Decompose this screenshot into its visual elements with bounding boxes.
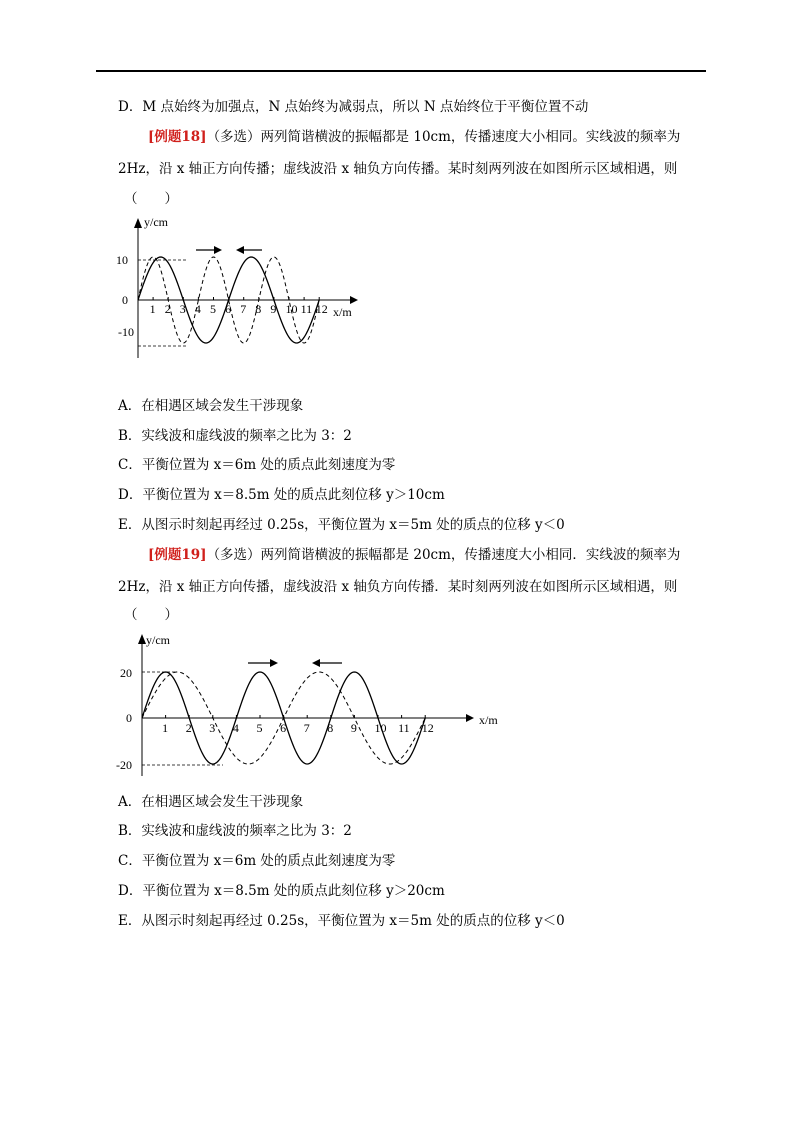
q19-ytick-minus20: -20 — [116, 758, 132, 772]
q18-stem-line1: [例题18]（多选）两列简谐横波的振幅都是 10cm，传播速度大小相同。实线波的频率为 — [148, 129, 681, 145]
q19-xtick-5: 5 — [256, 721, 263, 735]
q19-option-e: E．从图示时刻起再经过 0.25s，平衡位置为 x＝5m 处的质点的位移 y＜0 — [118, 913, 565, 929]
q19-xtick-1: 1 — [162, 721, 169, 735]
q19-tag: [例题19] — [148, 547, 207, 563]
q18-xtick-1: 1 — [149, 302, 156, 316]
q19-option-d: D．平衡位置为 x＝8.5m 处的质点此刻位移 y＞20cm — [118, 883, 445, 899]
q19-xtick-3: 3 — [209, 721, 216, 735]
q19-right-arrowhead — [270, 659, 278, 667]
q18-tag: [例题18] — [148, 129, 207, 145]
q19-xtick-6: 6 — [280, 721, 287, 735]
q19-option-a: A．在相遇区域会发生干涉现象 — [118, 794, 304, 810]
q18-ytick-0: 0 — [122, 293, 128, 307]
q19-xtick-10: 10 — [374, 721, 387, 735]
q19-ytick-0: 0 — [126, 711, 132, 725]
q19-option-b: B．实线波和虚线波的频率之比为 3：2 — [118, 823, 352, 839]
q18-ytick-minus10: -10 — [118, 325, 134, 339]
q19-option-c: C．平衡位置为 x＝6m 处的质点此刻速度为零 — [118, 853, 396, 869]
q18-xtick-5: 5 — [210, 302, 216, 316]
q18-xtick-6: 6 — [225, 302, 232, 316]
q19-xtick-7: 7 — [303, 721, 310, 735]
q18-xtick-7: 7 — [240, 302, 247, 316]
q18-xtick-8: 8 — [255, 302, 262, 316]
q18-option-e: E．从图示时刻起再经过 0.25s，平衡位置为 x＝5m 处的质点的位移 y＜0 — [118, 517, 565, 533]
q18-answer-blank: （ ） — [124, 191, 178, 207]
q18-xtick-12: 12 — [315, 302, 328, 316]
q18-xtick-4: 4 — [194, 302, 201, 316]
q19-xlabel: x/m — [479, 713, 498, 727]
q18-option-d: D．平衡位置为 x＝8.5m 处的质点此刻位移 y＞10cm — [118, 487, 445, 503]
q18-xtick-3: 3 — [179, 302, 186, 316]
q19-ylabel: y/cm — [146, 633, 170, 647]
q18-xlabel: x/m — [333, 305, 352, 319]
q19-xtick-8: 8 — [327, 721, 334, 735]
q18-ytick-10: 10 — [116, 253, 128, 267]
prev-option-d: D．M 点始终为加强点，N 点始终为减弱点，所以 N 点始终位于平衡位置不动 — [118, 99, 589, 115]
q19-xtick-2: 2 — [185, 721, 192, 735]
q18-stem-line2: 2Hz，沿 x 轴正方向传播；虚线波沿 x 轴负方向传播。某时刻两列波在如图所示区域相遇，则 — [118, 161, 678, 177]
q19-stem-line2: 2Hz，沿 x 轴正方向传播，虚线波沿 x 轴负方向传播．某时刻两列波在如图所示区域相遇，则 — [118, 579, 678, 595]
q19-x-axis-arrowhead — [466, 714, 474, 722]
q18-xtick-10: 10 — [285, 302, 298, 316]
q19-ytick-20: 20 — [120, 666, 132, 680]
q18-xtick-9: 9 — [270, 302, 277, 316]
q18-option-b: B．实线波和虚线波的频率之比为 3：2 — [118, 428, 352, 444]
q19-xtick-9: 9 — [350, 721, 357, 735]
q19-xtick-4: 4 — [232, 721, 239, 735]
q19-left-arrowhead — [312, 659, 320, 667]
q18-option-a: A．在相遇区域会发生干涉现象 — [118, 398, 304, 414]
q18-xtick-2: 2 — [164, 302, 171, 316]
q19-y-axis-arrowhead — [138, 634, 146, 644]
q19-xtick-12: 12 — [421, 721, 434, 735]
q19-stem-line1: [例题19]（多选）两列简谐横波的振幅都是 20cm，传播速度大小相同．实线波的频率为 — [148, 547, 681, 563]
q18-option-c: C．平衡位置为 x＝6m 处的质点此刻速度为零 — [118, 457, 396, 473]
q18-ylabel: y/cm — [144, 215, 168, 229]
q19-xtick-11: 11 — [398, 721, 410, 735]
q19-answer-blank: （ ） — [124, 607, 178, 623]
q18-xtick-11: 11 — [300, 302, 313, 316]
